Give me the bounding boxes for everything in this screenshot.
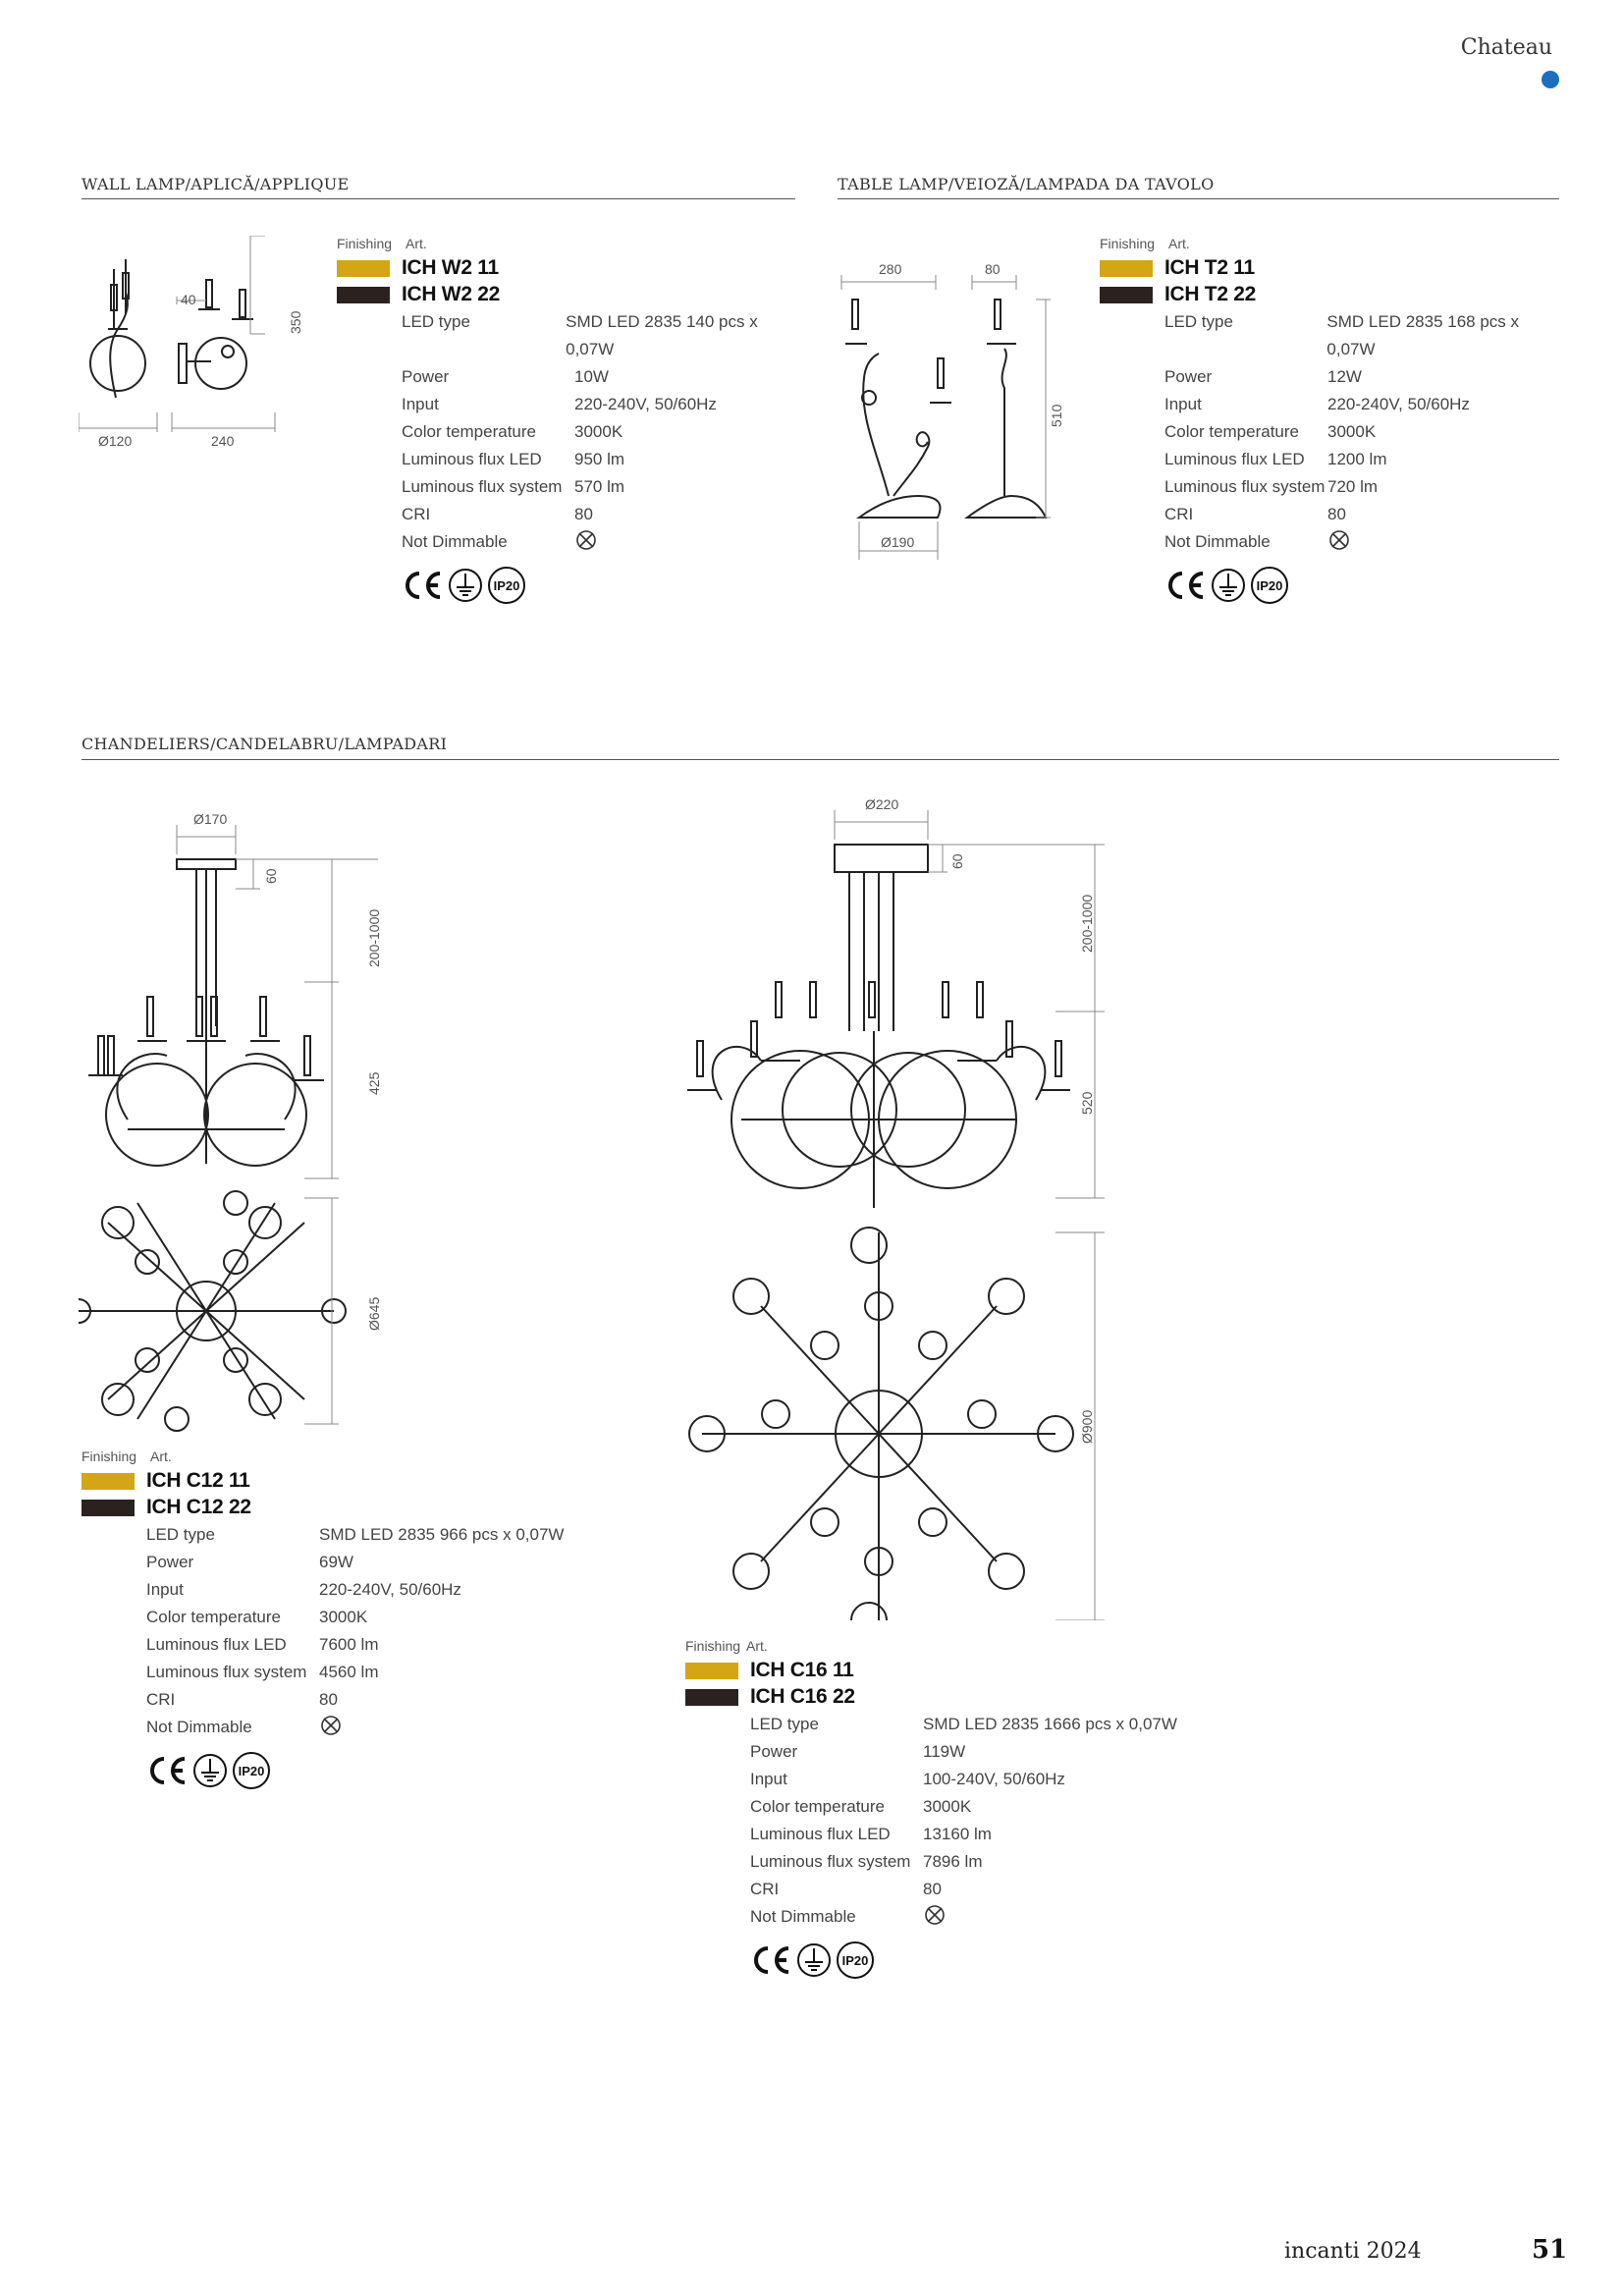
product-code: ICH C12 22 bbox=[146, 1496, 251, 1518]
spec-key: Color temperature bbox=[750, 1797, 886, 1816]
spec-key: Power bbox=[146, 1553, 194, 1571]
gold-finish-swatch bbox=[337, 260, 390, 277]
spec-value: 4560 lm bbox=[319, 1663, 379, 1681]
spec-row bbox=[146, 1631, 671, 1659]
spec-value: 220-240V, 50/60Hz bbox=[1327, 395, 1470, 413]
spec-value: 12W bbox=[1327, 367, 1362, 386]
section-title-wall: WALL LAMP/APLICĂ/APPLIQUE bbox=[81, 175, 350, 193]
spec-key: Input bbox=[402, 395, 439, 413]
not-dimmable-icon bbox=[574, 528, 598, 552]
spec-key: Luminous flux system bbox=[146, 1663, 307, 1681]
spec-key: LED type bbox=[1164, 312, 1233, 331]
dim-label: 425 bbox=[366, 1071, 382, 1095]
earth-ground-icon bbox=[1211, 568, 1246, 603]
section-title-table: TABLE LAMP/VEIOZĂ/LAMPADA DA TAVOLO bbox=[838, 175, 1215, 193]
ip-rating-icon bbox=[232, 1751, 271, 1790]
spec-value: 1200 lm bbox=[1327, 450, 1387, 468]
spec-key: CRI bbox=[402, 505, 431, 523]
spec-row bbox=[750, 1738, 1274, 1766]
divider bbox=[838, 198, 1559, 199]
spec-key: Input bbox=[750, 1770, 787, 1788]
dim-label: Ø190 bbox=[881, 534, 915, 550]
spec-row bbox=[402, 418, 798, 446]
dark-finish-swatch bbox=[81, 1500, 135, 1516]
gold-finish-swatch bbox=[685, 1663, 738, 1679]
product-code: ICH W2 11 bbox=[402, 256, 499, 279]
spec-key: Color temperature bbox=[146, 1608, 282, 1626]
ip-rating-text: IP20 bbox=[1256, 578, 1283, 593]
spec-value: 7896 lm bbox=[923, 1852, 983, 1871]
spec-value: SMD LED 2835 1666 pcs x 0,07W bbox=[923, 1715, 1177, 1733]
spec-row bbox=[146, 1549, 671, 1576]
dim-label: 520 bbox=[1079, 1091, 1095, 1115]
spec-key: Luminous flux system bbox=[402, 477, 563, 496]
spec-key: CRI bbox=[750, 1880, 780, 1898]
finishing-label: Finishing bbox=[1100, 236, 1156, 251]
table-product-card bbox=[1100, 236, 1571, 605]
spec-key: Power bbox=[750, 1742, 798, 1761]
spec-row bbox=[402, 528, 798, 556]
spec-value: SMD LED 2835 168 pcs x 0,07W bbox=[1326, 312, 1520, 358]
spec-key: LED type bbox=[402, 312, 470, 331]
wall-product-card bbox=[337, 236, 798, 605]
spec-value: 80 bbox=[923, 1880, 942, 1898]
earth-ground-icon bbox=[796, 1942, 832, 1978]
spec-row bbox=[1164, 446, 1571, 473]
product-code: ICH T2 22 bbox=[1164, 283, 1256, 305]
dim-label: 240 bbox=[211, 433, 235, 447]
spec-row bbox=[146, 1659, 671, 1686]
ip-rating-text: IP20 bbox=[238, 1764, 265, 1778]
spec-row bbox=[402, 446, 798, 473]
spec-table bbox=[750, 1711, 1274, 1931]
spec-row bbox=[750, 1821, 1274, 1848]
certifications bbox=[1163, 566, 1571, 605]
spec-value: 80 bbox=[319, 1690, 338, 1709]
spec-key: Luminous flux LED bbox=[146, 1635, 287, 1654]
spec-row bbox=[1164, 308, 1571, 363]
art-label: Art. bbox=[150, 1449, 172, 1464]
spec-value: 3000K bbox=[1327, 422, 1377, 441]
ip-rating-icon bbox=[836, 1941, 875, 1980]
spec-value: 220-240V, 50/60Hz bbox=[574, 395, 717, 413]
spec-key: Luminous flux system bbox=[750, 1852, 911, 1871]
spec-row bbox=[146, 1714, 671, 1741]
dim-label: 350 bbox=[288, 310, 303, 334]
ip-rating-icon bbox=[1250, 566, 1289, 605]
spec-row bbox=[1164, 473, 1571, 501]
brand-dot bbox=[1542, 71, 1559, 88]
spec-row bbox=[1164, 528, 1571, 556]
spec-key: Input bbox=[146, 1580, 184, 1599]
dim-label: Ø645 bbox=[366, 1296, 382, 1331]
c16-product-card bbox=[685, 1638, 1274, 1980]
divider bbox=[81, 759, 1559, 760]
dim-label: Ø170 bbox=[193, 811, 228, 827]
dark-finish-swatch bbox=[1100, 287, 1153, 303]
finishing-label: Finishing bbox=[81, 1449, 137, 1464]
dim-label: 80 bbox=[985, 261, 1001, 277]
spec-value: 100-240V, 50/60Hz bbox=[923, 1770, 1065, 1788]
spec-value: 80 bbox=[1327, 505, 1346, 523]
spec-value: SMD LED 2835 966 pcs x 0,07W bbox=[319, 1525, 565, 1544]
spec-value: 7600 lm bbox=[319, 1635, 379, 1654]
certifications bbox=[145, 1751, 671, 1790]
spec-row bbox=[750, 1876, 1274, 1903]
brand-title: Chateau bbox=[1460, 35, 1552, 60]
spec-key: Luminous flux LED bbox=[1164, 450, 1305, 468]
art-label: Art. bbox=[746, 1638, 768, 1654]
spec-value: 80 bbox=[574, 505, 593, 523]
section-title-chandeliers: CHANDELIERS/CANDELABRU/LAMPADARI bbox=[81, 735, 448, 753]
spec-key: CRI bbox=[1164, 505, 1194, 523]
spec-key: Power bbox=[402, 367, 450, 386]
dim-label: 200-1000 bbox=[366, 908, 382, 967]
product-code: ICH W2 22 bbox=[402, 283, 500, 305]
spec-row bbox=[146, 1521, 671, 1549]
product-code: ICH C16 22 bbox=[750, 1685, 855, 1708]
dim-label: Ø120 bbox=[98, 433, 133, 447]
spec-row bbox=[750, 1903, 1274, 1931]
spec-key: CRI bbox=[146, 1690, 176, 1709]
ce-mark-icon bbox=[1163, 569, 1207, 602]
not-dimmable-icon bbox=[1327, 528, 1351, 552]
dim-label: Ø220 bbox=[865, 796, 899, 812]
spec-key: Not Dimmable bbox=[146, 1718, 252, 1736]
spec-value: 3000K bbox=[319, 1608, 368, 1626]
ce-mark-icon bbox=[145, 1754, 189, 1787]
catalog-name: incanti 2024 bbox=[1284, 2239, 1422, 2264]
ce-mark-icon bbox=[749, 1943, 792, 1977]
spec-row bbox=[402, 391, 798, 418]
spec-key: Input bbox=[1164, 395, 1202, 413]
spec-key: Power bbox=[1164, 367, 1213, 386]
finishing-label: Finishing bbox=[685, 1638, 741, 1654]
earth-ground-icon bbox=[448, 568, 483, 603]
finishing-label: Finishing bbox=[337, 236, 393, 251]
spec-key: Not Dimmable bbox=[1164, 532, 1271, 551]
spec-row bbox=[1164, 418, 1571, 446]
spec-row bbox=[146, 1576, 671, 1604]
ip-rating-icon bbox=[487, 566, 526, 605]
art-label: Art. bbox=[406, 236, 427, 251]
table-lamp-drawing bbox=[839, 260, 1075, 560]
spec-value: 10W bbox=[574, 367, 609, 386]
dim-label: 200-1000 bbox=[1079, 894, 1095, 953]
spec-value: 3000K bbox=[574, 422, 623, 441]
ce-mark-icon bbox=[401, 569, 444, 602]
dark-finish-swatch bbox=[337, 287, 390, 303]
divider bbox=[81, 198, 795, 199]
gold-finish-swatch bbox=[81, 1473, 135, 1490]
dim-label: 60 bbox=[949, 853, 965, 869]
c12-product-card bbox=[81, 1449, 671, 1790]
spec-row bbox=[146, 1686, 671, 1714]
earth-ground-icon bbox=[192, 1753, 228, 1788]
spec-key: LED type bbox=[146, 1525, 215, 1544]
spec-key: LED type bbox=[750, 1715, 819, 1733]
not-dimmable-icon bbox=[319, 1714, 343, 1737]
spec-row bbox=[750, 1711, 1274, 1738]
page-number: 51 bbox=[1532, 2235, 1568, 2265]
spec-row bbox=[146, 1604, 671, 1631]
spec-value: 13160 lm bbox=[923, 1825, 992, 1843]
dim-label: 510 bbox=[1049, 404, 1064, 427]
spec-key: Luminous flux LED bbox=[402, 450, 542, 468]
spec-row bbox=[1164, 363, 1571, 391]
spec-row bbox=[402, 501, 798, 528]
dim-label: 280 bbox=[879, 261, 902, 277]
spec-value: 119W bbox=[923, 1742, 966, 1761]
certifications bbox=[401, 566, 798, 605]
product-code: ICH C16 11 bbox=[750, 1659, 854, 1681]
dim-label: 60 bbox=[263, 868, 279, 884]
spec-value: 3000K bbox=[923, 1797, 972, 1816]
ip-rating-text: IP20 bbox=[841, 1953, 869, 1968]
spec-value: 220-240V, 50/60Hz bbox=[319, 1580, 461, 1599]
art-label: Art. bbox=[1168, 236, 1190, 251]
product-code: ICH T2 11 bbox=[1164, 256, 1255, 279]
certifications bbox=[749, 1941, 1274, 1980]
spec-row bbox=[402, 363, 798, 391]
spec-key: Luminous flux system bbox=[1164, 477, 1325, 496]
spec-key: Not Dimmable bbox=[402, 532, 508, 551]
spec-row bbox=[750, 1793, 1274, 1821]
spec-row bbox=[750, 1766, 1274, 1793]
spec-row bbox=[1164, 391, 1571, 418]
wall-lamp-drawing bbox=[79, 236, 324, 447]
ip-rating-text: IP20 bbox=[493, 578, 520, 593]
spec-value: 570 lm bbox=[574, 477, 625, 496]
spec-value: SMD LED 2835 140 pcs x 0,07W bbox=[566, 312, 758, 358]
chandelier-c12-drawing bbox=[79, 810, 403, 1439]
gold-finish-swatch bbox=[1100, 260, 1153, 277]
spec-row bbox=[402, 308, 798, 363]
spec-key: Luminous flux LED bbox=[750, 1825, 891, 1843]
spec-row bbox=[402, 473, 798, 501]
spec-table bbox=[146, 1521, 671, 1741]
spec-key: Not Dimmable bbox=[750, 1907, 856, 1926]
product-code: ICH C12 11 bbox=[146, 1469, 250, 1492]
spec-key: Color temperature bbox=[402, 422, 537, 441]
dark-finish-swatch bbox=[685, 1689, 738, 1706]
spec-row bbox=[1164, 501, 1571, 528]
spec-value: 69W bbox=[319, 1553, 353, 1571]
spec-key: Color temperature bbox=[1164, 422, 1300, 441]
spec-value: 950 lm bbox=[574, 450, 625, 468]
spec-table bbox=[402, 308, 798, 556]
spec-table bbox=[1164, 308, 1571, 556]
chandelier-c16-drawing bbox=[682, 795, 1114, 1620]
dim-label: Ø900 bbox=[1079, 1409, 1095, 1444]
spec-value: 720 lm bbox=[1327, 477, 1379, 496]
dim-label: 40 bbox=[181, 292, 196, 307]
not-dimmable-icon bbox=[923, 1903, 947, 1927]
spec-row bbox=[750, 1848, 1274, 1876]
